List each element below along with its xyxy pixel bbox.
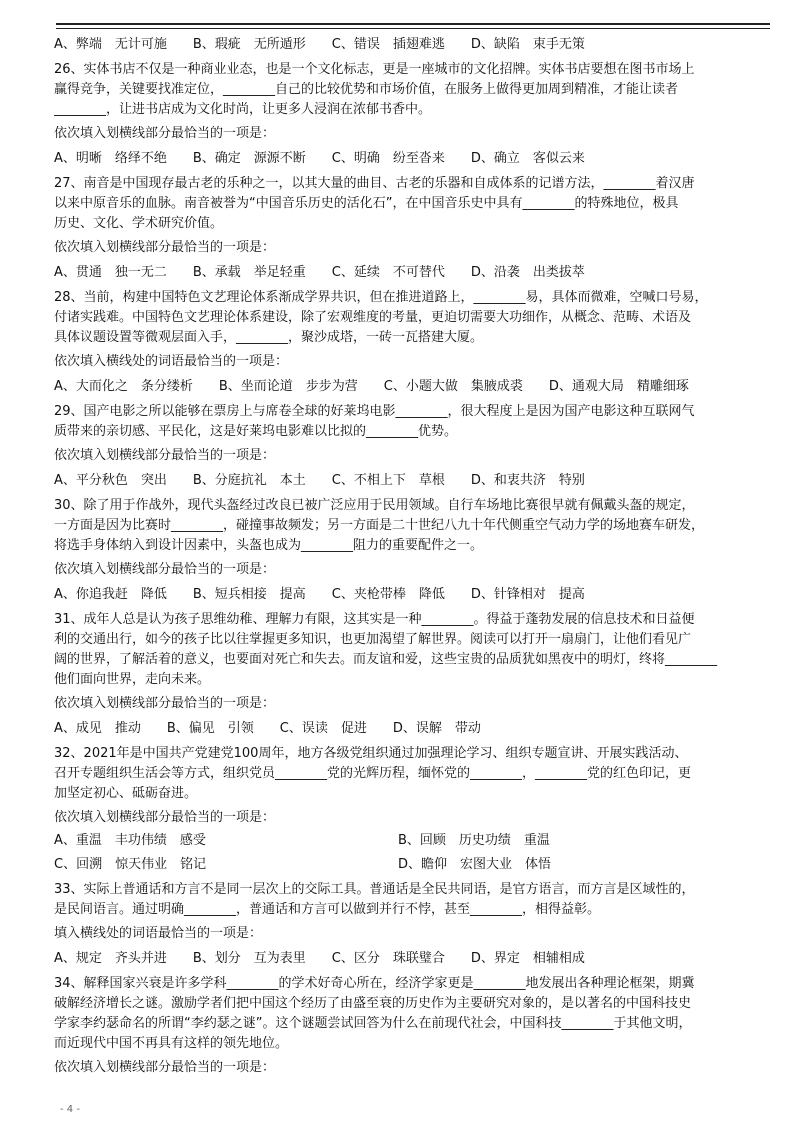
text-line: 阔的世界，了解活着的意义，也要面对死亡和失去。而友谊和爱，这些宝贵的品质犹如黑夜中的明灯，终将________ [54, 652, 718, 667]
text-line: 27、南音是中国现存最古老的乐种之一，以其大量的曲目、古老的乐器和自成体系的记谱方法，________着汉唐 [54, 176, 695, 191]
header-rule-thick [56, 23, 770, 25]
text-line: 付诸实践难。中国特色文艺理论体系建设，除了宏观维度的考量，更迫切需要大功细作，从概念、范畴、术语及 [54, 310, 692, 325]
text-line: A、你追我赶 降低 B、短兵相接 提高 C、夹枪带棒 降低 D、针锋相对 提高 [54, 587, 585, 602]
text-line: 依次填入划横线部分最恰当的一项是： [54, 1060, 276, 1075]
text-line: A、平分秋色 突出 B、分庭抗礼 本土 C、不相上下 草根 D、和衷共济 特别 [54, 473, 585, 488]
text-line: 他们面向世界，走向未来。 [54, 672, 211, 687]
text-line: 是民间语言。通过明确________，普通话和方言可以做到并行不悖，甚至________，相得益彰。 [54, 902, 601, 917]
text-line: 依次填入划横线部分最恰当的一项是： [54, 240, 276, 255]
text-line: 召开专题组织生活会等方式，组织党员________党的光辉历程，缅怀党的________，________党的红色印记，更 [54, 766, 692, 781]
text-line: 历史、文化、学术研究价值。 [54, 216, 224, 231]
text-line: ________，让进书店成为文化时尚，让更多人浸润在浓郁书香中。 [54, 102, 432, 117]
option-a: A、重温 丰功伟绩 感受 [54, 833, 206, 848]
text-line: 依次填入横线处的词语最恰当的一项是： [54, 354, 289, 369]
text-line: 29、国产电影之所以能够在票房上与席卷全球的好莱坞电影________，很大程度上是因为国产电影这种互联网气 [54, 404, 695, 419]
text-line: 30、除了用于作战外，现代头盔经过改良已被广泛应用于民用领域。自行车场地比赛很早就有佩戴头盔的规定， [54, 498, 695, 513]
text-line: 26、实体书店不仅是一种商业业态，也是一个文化标志，更是一座城市的文化招牌。实体书店要想在图书市场上 [54, 62, 695, 77]
header-rule-thin [56, 28, 770, 29]
text-line: 28、当前，构建中国特色文艺理论体系渐成学界共识，但在推进道路上，________易，具体而微难，空喊口号易， [54, 290, 708, 305]
text-line: 依次填入划横线部分最恰当的一项是： [54, 696, 276, 711]
text-line: 依次填入划横线部分最恰当的一项是： [54, 810, 276, 825]
text-line: 32、2021年是中国共产党建党100周年，地方各级党组织通过加强理论学习、组织专题宣讲、开展实践活动、 [54, 746, 688, 761]
text-line: 破解经济增长之谜。激励学者们把中国这个经历了由盛至衰的历史作为主要研究对象的，是以著名的中国科技史 [54, 996, 692, 1011]
text-line: 34、解释国家兴衰是许多学科________的学术好奇心所在，经济学家更是________地发展出各种理论框架，期冀 [54, 976, 695, 991]
text-line: 加坚定初心、砥砺奋进。 [54, 786, 198, 801]
text-line: A、弊端 无计可施 B、瑕疵 无所遁形 C、错误 插翅难逃 D、缺陷 束手无策 [54, 37, 585, 52]
text-line: 依次填入划横线部分最恰当的一项是： [54, 562, 276, 577]
text-line: 质带来的亲切感、平民化，这是好莱坞电影难以比拟的________优势。 [54, 424, 458, 439]
text-line: 赢得竞争，关键要找准定位，________自己的比较优势和市场价值，在服务上做得更加周到精准，才能让读者 [54, 82, 679, 97]
text-line: 33、实际上普通话和方言不是同一层次上的交际工具。普通话是全民共同语，是官方语言，而方言是区域性的， [54, 882, 695, 897]
text-line: 将选手身体纳入到设计因素中，头盔也成为________阻力的重要配件之一。 [54, 538, 484, 553]
text-line: A、规定 齐头并进 B、划分 互为表里 C、区分 珠联璧合 D、界定 相辅相成 [54, 951, 585, 966]
text-line: A、明晰 络绎不绝 B、确定 源源不断 C、明确 纷至沓来 D、确立 客似云来 [54, 151, 585, 166]
text-line: 以来中原音乐的血脉。南音被誉为“中国音乐历史的活化石”，在中国音乐史中具有________的特殊地位，极具 [54, 196, 679, 211]
text-line: 利的交通出行，如今的孩子比以往掌握更多知识，也更加渴望了解世界。阅读可以打开一扇扇门，让他们看见广 [54, 632, 692, 647]
page-number: - 4 - [60, 1104, 80, 1115]
option-d: D、瞻仰 宏图大业 体悟 [398, 857, 552, 872]
text-line: 31、成年人总是认为孩子思维幼稚、理解力有限，这其实是一种________。得益于蓬勃发展的信息技术和日益便 [54, 612, 695, 627]
option-c: C、回溯 惊天伟业 铭记 [54, 857, 207, 872]
text-line: 依次填入划横线部分最恰当的一项是： [54, 448, 276, 463]
text-line: 学家李约瑟命名的所谓“李约瑟之谜”。这个谜题尝试回答为什么在前现代社会，中国科技________于其他文明， [54, 1016, 692, 1031]
text-line: 而近现代中国不再具有这样的领先地位。 [54, 1036, 289, 1051]
option-b: B、回顾 历史功绩 重温 [398, 833, 550, 848]
text-line: 一方面是因为比赛时________，碰撞事故频发；另一方面是二十世纪八九十年代侧重空气动力学的场地赛车研发， [54, 518, 705, 533]
text-line: 填入横线处的词语最恰当的一项是： [54, 926, 263, 941]
text-line: 具体议题设置等微观层面入手，________，聚沙成塔，一砖一瓦搭建大厦。 [54, 330, 484, 345]
text-line: A、大而化之 条分缕析 B、坐而论道 步步为营 C、小题大做 集腋成裘 D、通观大局 精雕细琢 [54, 379, 689, 394]
text-line: A、成见 推动 B、偏见 引领 C、误读 促进 D、误解 带动 [54, 721, 481, 736]
text-line: 依次填入划横线部分最恰当的一项是： [54, 126, 276, 141]
text-line: A、贯通 独一无二 B、承载 举足轻重 C、延续 不可替代 D、沿袭 出类拔萃 [54, 265, 585, 280]
